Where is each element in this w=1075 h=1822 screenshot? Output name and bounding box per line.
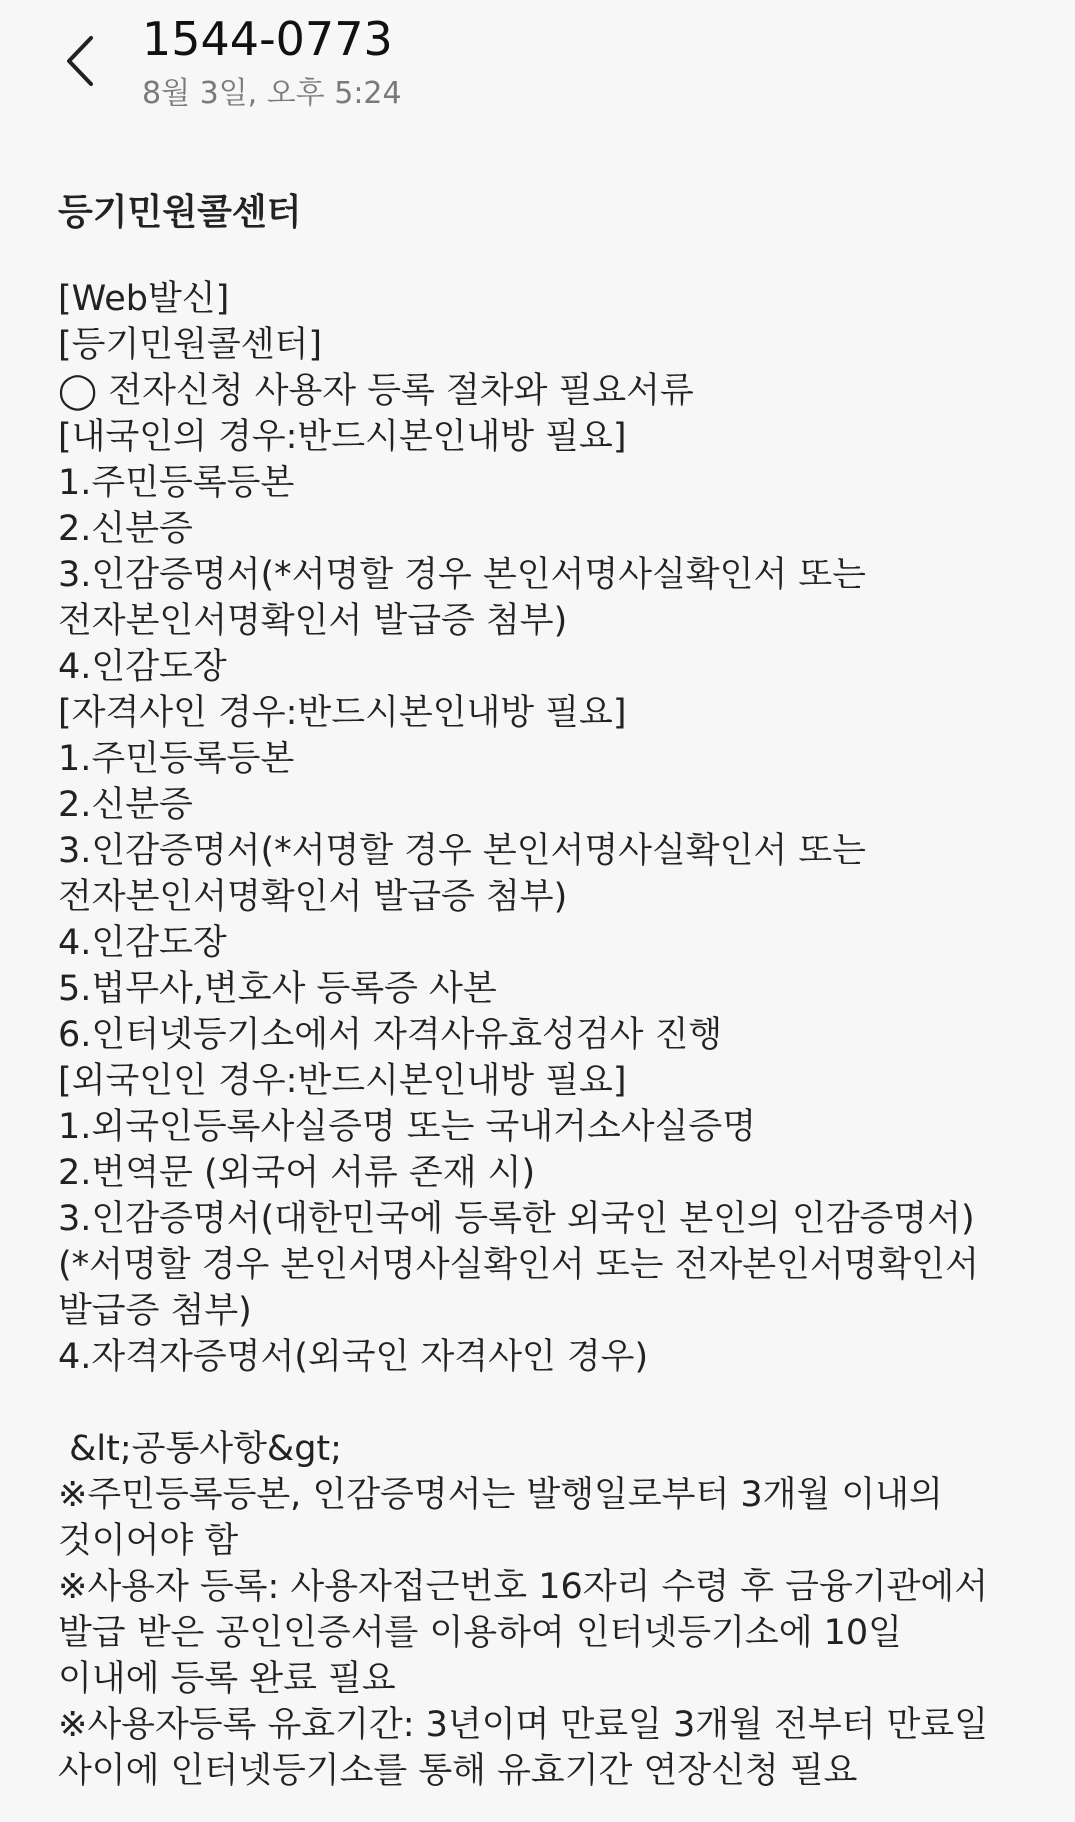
chevron-left-icon — [63, 34, 97, 88]
message-line: 4.인감도장 — [58, 923, 227, 963]
message-line: 4.인감도장 — [58, 647, 227, 687]
message-body — [58, 190, 1018, 1794]
message-line: 발급증 첨부) — [58, 1291, 252, 1331]
message-sender-name: 등기민원콜센터 — [58, 192, 302, 233]
message-line: [내국인의 경우:반드시본인내방 필요] — [58, 417, 627, 457]
sender-number: 1544-0773 — [142, 12, 393, 66]
message-line: 2.신분증 — [58, 509, 193, 549]
message-timestamp: 8월 3일, 오후 5:24 — [142, 76, 402, 111]
message-line: 3.인감증명서(*서명할 경우 본인서명사실확인서 또는 — [58, 555, 866, 595]
back-button[interactable] — [52, 28, 108, 94]
message-line: 전자본인서명확인서 발급증 첨부) — [58, 877, 568, 917]
message-line: 발급 받은 공인인증서를 이용하여 인터넷등기소에 10일 — [58, 1613, 902, 1653]
message-line — [58, 1380, 1018, 1426]
message-header — [0, 0, 1075, 130]
message-line: 1.주민등록등본 — [58, 463, 295, 503]
message-line: 2.번역문 (외국어 서류 존재 시) — [58, 1153, 536, 1193]
message-line: 1.외국인등록사실증명 또는 국내거소사실증명 — [58, 1107, 757, 1147]
message-line: &lt;공통사항&gt; — [58, 1429, 342, 1469]
message-line: [Web발신] — [58, 279, 230, 319]
message-line: ※주민등록등본, 인감증명서는 발행일로부터 3개월 이내의 — [58, 1475, 943, 1515]
message-line: 이내에 등록 완료 필요 — [58, 1659, 396, 1699]
message-line: 3.인감증명서(*서명할 경우 본인서명사실확인서 또는 — [58, 831, 866, 871]
message-line: 6.인터넷등기소에서 자격사유효성검사 진행 — [58, 1015, 723, 1055]
message-line: 사이에 인터넷등기소를 통해 유효기간 연장신청 필요 — [58, 1751, 858, 1791]
message-line: 2.신분증 — [58, 785, 193, 825]
message-line: (*서명할 경우 본인서명사실확인서 또는 전자본인서명확인서 — [58, 1245, 979, 1285]
message-line: ※사용자등록 유효기간: 3년이며 만료일 3개월 전부터 만료일 — [58, 1705, 989, 1745]
message-line: 전자본인서명확인서 발급증 첨부) — [58, 601, 568, 641]
message-line: 것이어야 함 — [58, 1521, 239, 1561]
message-line: 5.법무사,변호사 등록증 사본 — [58, 969, 497, 1009]
message-line: 3.인감증명서(대한민국에 등록한 외국인 본인의 인감증명서) — [58, 1199, 975, 1239]
message-line: ※사용자 등록: 사용자접근번호 16자리 수령 후 금융기관에서 — [58, 1567, 989, 1607]
message-line: [외국인인 경우:반드시본인내방 필요] — [58, 1061, 627, 1101]
message-text — [58, 276, 1018, 1794]
message-line: ◯ 전자신청 사용자 등록 절차와 필요서류 — [58, 371, 694, 411]
message-line: 1.주민등록등본 — [58, 739, 295, 779]
message-line: 4.자격자증명서(외국인 자격사인 경우) — [58, 1337, 649, 1377]
message-line: [등기민원콜센터] — [58, 325, 322, 365]
message-line: [자격사인 경우:반드시본인내방 필요] — [58, 693, 627, 733]
